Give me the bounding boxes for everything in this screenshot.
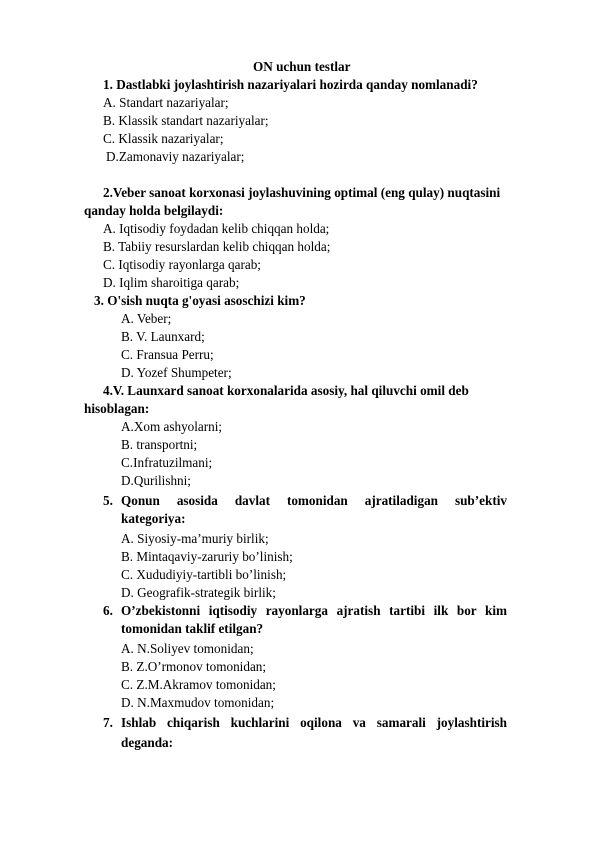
question-6-line-2: tomonidan taklif etilgan?: [121, 621, 264, 636]
q1-option-d: D.Zamonaviy nazariyalar;: [106, 149, 245, 164]
question-7-line-2: deganda:: [121, 735, 174, 750]
q3-option-d: D. Yozef Shumpeter;: [121, 365, 232, 380]
q1-option-c: C. Klassik nazariyalar;: [103, 131, 224, 146]
question-7-line-1: Ishlab chiqarish kuchlarini oqilona va samarali joylashtirish: [121, 715, 507, 730]
q6-option-a: A. N.Soliyev tomonidan;: [121, 641, 254, 656]
q5-option-d: D. Geografik-strategik birlik;: [121, 585, 276, 600]
question-3: 3. O'sish nuqta g'oyasi asoschizi kim?: [94, 293, 306, 308]
q3-option-b: B. V. Launxard;: [121, 329, 205, 344]
question-5-line-2: kategoriya:: [121, 511, 186, 526]
q1-option-b: B. Klassik standart nazariyalar;: [103, 113, 269, 128]
q5-option-b: B. Mintaqaviy-zaruriy bo’linish;: [121, 549, 293, 564]
q4-option-a: A.Xom ashyolarni;: [121, 419, 223, 434]
q6-option-c: C. Z.M.Akramov tomonidan;: [121, 677, 276, 692]
q2-option-c: C. Iqtisodiy rayonlarga qarab;: [103, 257, 261, 272]
q5-option-a: A. Siyosiy-ma’muriy birlik;: [121, 531, 269, 546]
q3-option-a: A. Veber;: [121, 311, 172, 326]
question-4-line-2: hisoblagan:: [84, 401, 150, 416]
q2-option-b: B. Tabiiy resurslardan kelib chiqqan holda;: [103, 239, 331, 254]
question-4-line-1: 4.V. Launxard sanoat korxonalarida asosiy, hal qiluvchi omil deb: [103, 383, 469, 398]
question-5-number: 5.: [103, 493, 113, 508]
q3-option-c: C. Fransua Perru;: [121, 347, 214, 362]
question-5-line-1: Qonun asosida davlat tomonidan ajratiladigan sub’ektiv: [121, 493, 507, 508]
question-6-number: 6.: [103, 603, 113, 618]
q4-option-b: B. transportni;: [121, 437, 198, 452]
q4-option-d: D.Qurilishni;: [121, 473, 191, 488]
q4-option-c: C.Infratuzilmani;: [121, 455, 213, 470]
q6-option-b: B. Z.O’rmonov tomonidan;: [121, 659, 267, 674]
question-7-number: 7.: [103, 715, 113, 730]
page-title: ON uchun testlar: [253, 59, 351, 74]
q2-option-d: D. Iqlim sharoitiga qarab;: [103, 275, 240, 290]
q1-option-a: A. Standart nazariyalar;: [103, 95, 229, 110]
question-2-line-1: 2.Veber sanoat korxonasi joylashuvining optimal (eng qulay) nuqtasini: [103, 185, 501, 200]
question-2-line-2: qanday holda belgilaydi:: [84, 203, 224, 218]
question-6-line-1: O’zbekistonni iqtisodiy rayonlarga ajratish tartibi ilk bor kim: [121, 603, 507, 618]
q6-option-d: D. N.Maxmudov tomonidan;: [121, 695, 275, 710]
q2-option-a: A. Iqtisodiy foydadan kelib chiqqan holda;: [103, 221, 330, 236]
question-1: 1. Dastlabki joylashtirish nazariyalari hozirda qanday nomlanadi?: [103, 77, 478, 92]
q5-option-c: C. Xududiyiy-tartibli bo’linish;: [121, 567, 287, 582]
